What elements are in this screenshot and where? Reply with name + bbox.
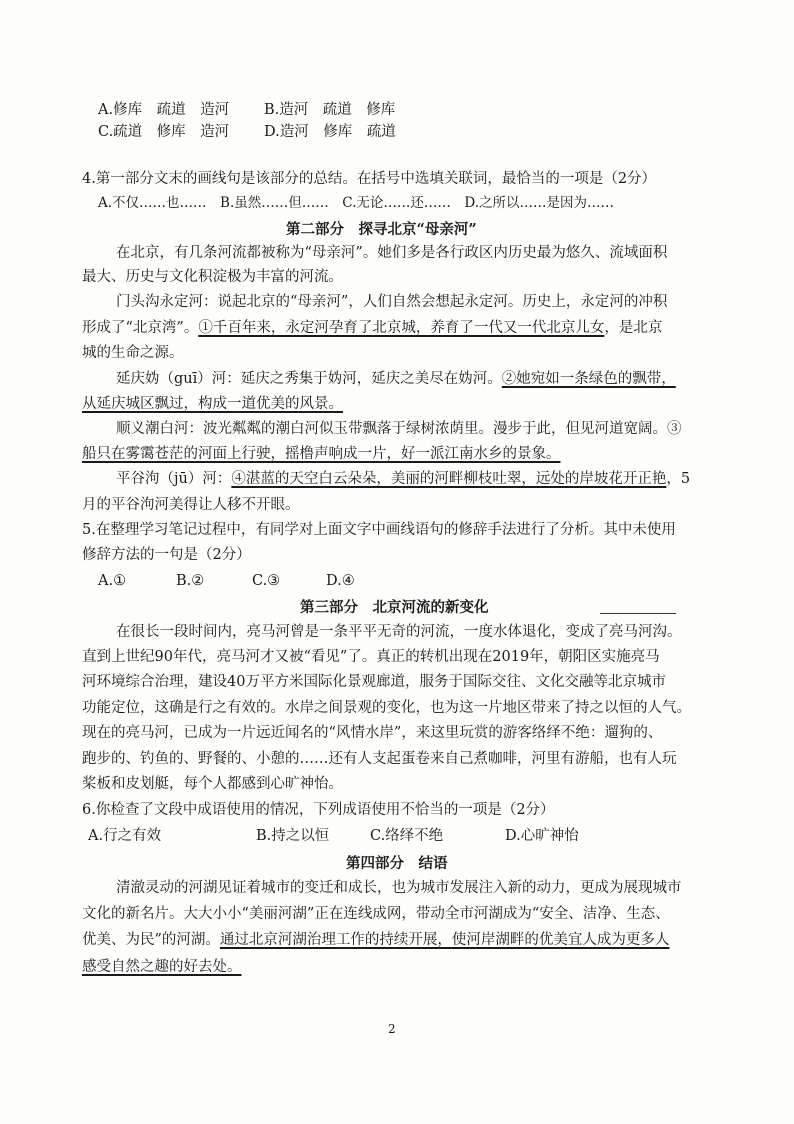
q3-option-c: C.疏道 修库 造河 <box>98 124 230 140</box>
q5-option-b: B.② <box>176 573 205 589</box>
underlined-sentence-4: ④湛蓝的天空白云朵朵，美丽的河畔柳枝吐翠，远处的岸坡花开正艳 <box>231 471 667 487</box>
part4-line1: 清澈灵动的河湖见证着城市的变迁和成长，也为城市发展注入新的动力，更成为展现城市 <box>116 880 682 896</box>
q5-option-c: C.③ <box>252 573 281 589</box>
part2-p2-line2-start: 形成了“北京湾”。 <box>82 320 199 336</box>
part2-p1-line2: 最大、历史与文化积淀极为丰富的河流。 <box>82 269 343 285</box>
blank-line <box>600 613 676 614</box>
underlined-sentence-2-end: 从延庆城区飘过，构成一道优美的风景。 <box>82 396 343 412</box>
q4-options: A.不仅……也…… B.虽然……但…… C.无论……还…… D.之所以……是因为…… <box>98 195 615 211</box>
part4-title: 第四部分 结语 <box>346 855 448 872</box>
part3-line1: 在很长一段时间内，亮马河曾是一条平平无奇的河流，一度水体退化，变成了亮马河沟。 <box>116 624 682 640</box>
underlined-closing-2: 使河岸湖畔的优美宜人成为更多人 <box>451 932 670 948</box>
part2-p5-line1 <box>116 469 690 489</box>
q5-option-d: D.④ <box>326 573 355 589</box>
underlined-sentence-3: 船只在雾霭苍茫的河面上行驶，摇橹声响成一片，好一派江南水乡的景象。 <box>82 446 561 462</box>
part2-p3-line1 <box>116 369 676 389</box>
q3-option-b: B.造河 疏道 修库 <box>264 102 396 118</box>
part2-p5-line1-start: 平谷泃（jū）河： <box>116 471 232 487</box>
part4-line3 <box>82 930 669 950</box>
part2-p1-line1: 在北京，有几条河流都被称为“母亲河”。她们多是各行政区内历史最为悠久、流域面积 <box>116 245 668 261</box>
q3-option-a: A.修库 疏道 造河 <box>98 102 230 118</box>
part2-p2-line1: 门头沟永定河：说起北京的“母亲河”，人们自然会想起永定河。历史上，永定河的冲积 <box>116 294 668 310</box>
q5-stem-line1: 5.在整理学习笔记过程中，有同学对上面文字中画线语句的修辞手法进行了分析。其中未使用 <box>82 522 676 538</box>
q5-option-a: A.① <box>98 573 127 589</box>
part2-p2-line2-end: ，是北京 <box>604 320 663 336</box>
q6-option-d: D.心旷神怡 <box>505 828 579 844</box>
part3-title: 第三部分 北京河流的新变化 <box>300 599 489 616</box>
page-number: 2 <box>388 1022 396 1036</box>
part4-line3-start: 优美、为民”的河湖。 <box>82 932 220 948</box>
q6-option-c: C.络绎不绝 <box>370 828 444 844</box>
part3-line6: 跑步的、钓鱼的、野餐的、小憩的……还有人支起蛋卷来自己煮咖啡，河里有游船，也有人玩 <box>82 751 677 767</box>
q6-option-b: B.持之以恒 <box>256 828 330 844</box>
q6-stem: 6.你检查了文段中成语使用的情况，下列成语使用不恰当的一项是（2分） <box>82 802 555 818</box>
part3-line3: 河环境综合治理，建设40万平方米国际化景观廊道，服务于国际交往、文化交融等北京城市 <box>82 674 666 690</box>
q4-stem: 4.第一部分文末的画线句是该部分的总结。在括号中选填关联词，最恰当的一项是（2分） <box>82 171 657 187</box>
part2-title: 第二部分 探寻北京“母亲河” <box>286 221 477 238</box>
underlined-closing-1: 通过北京河湖治理工作的持续开展， <box>219 932 452 948</box>
part3-line5: 现在的亮马河，已成为一片远近闻名的“风情水岸”，来这里玩赏的游客络绎不绝：遛狗的、 <box>82 725 663 741</box>
part2-p3-line1-start: 延庆妫（guī）河：延庆之秀集于妫河，延庆之美尽在妫河。 <box>116 371 502 387</box>
underlined-sentence-2-start: ②她宛如一条绿色的飘带， <box>501 371 676 387</box>
q6-option-a: A.行之有效 <box>88 828 162 844</box>
q3-option-d: D.造河 修库 疏道 <box>264 124 396 140</box>
part2-p4-line1: 顺义潮白河：波光粼粼的潮白河似玉带飘落于绿树浓荫里。漫步于此，但见河道宽阔。③ <box>116 421 682 437</box>
part3-line2: 直到上世纪90年代，亮马河才又被“看见”了。真正的转机出现在2019年，朝阳区实施亮马 <box>82 649 660 665</box>
part2-p5-line2: 月的平谷泃河美得让人移不开眼。 <box>82 497 300 513</box>
q5-stem-line2: 修辞方法的一句是（2分） <box>82 547 251 563</box>
part3-line4: 功能定位，这确是行之有效的。水岸之间景观的变化，也为这一片地区带来了持之以恒的人气。 <box>82 700 691 716</box>
part3-line7: 桨板和皮划艇，每个人都感到心旷神怡。 <box>82 776 343 792</box>
underlined-closing-3: 感受自然之趣的好去处。 <box>82 959 242 975</box>
part2-p2-line3: 城的生命之源。 <box>82 345 184 361</box>
underlined-sentence-1: ①千百年来，永定河孕育了北京城，养育了一代又一代北京儿女 <box>198 320 605 336</box>
part4-line2: 文化的新名片。大大小小“美丽河湖”正在连线成网，带动全市河湖成为“安全、洁净、生态、 <box>82 906 670 922</box>
part2-p2-line2 <box>82 318 662 338</box>
part2-p5-line1-end: ，5 <box>666 471 691 487</box>
